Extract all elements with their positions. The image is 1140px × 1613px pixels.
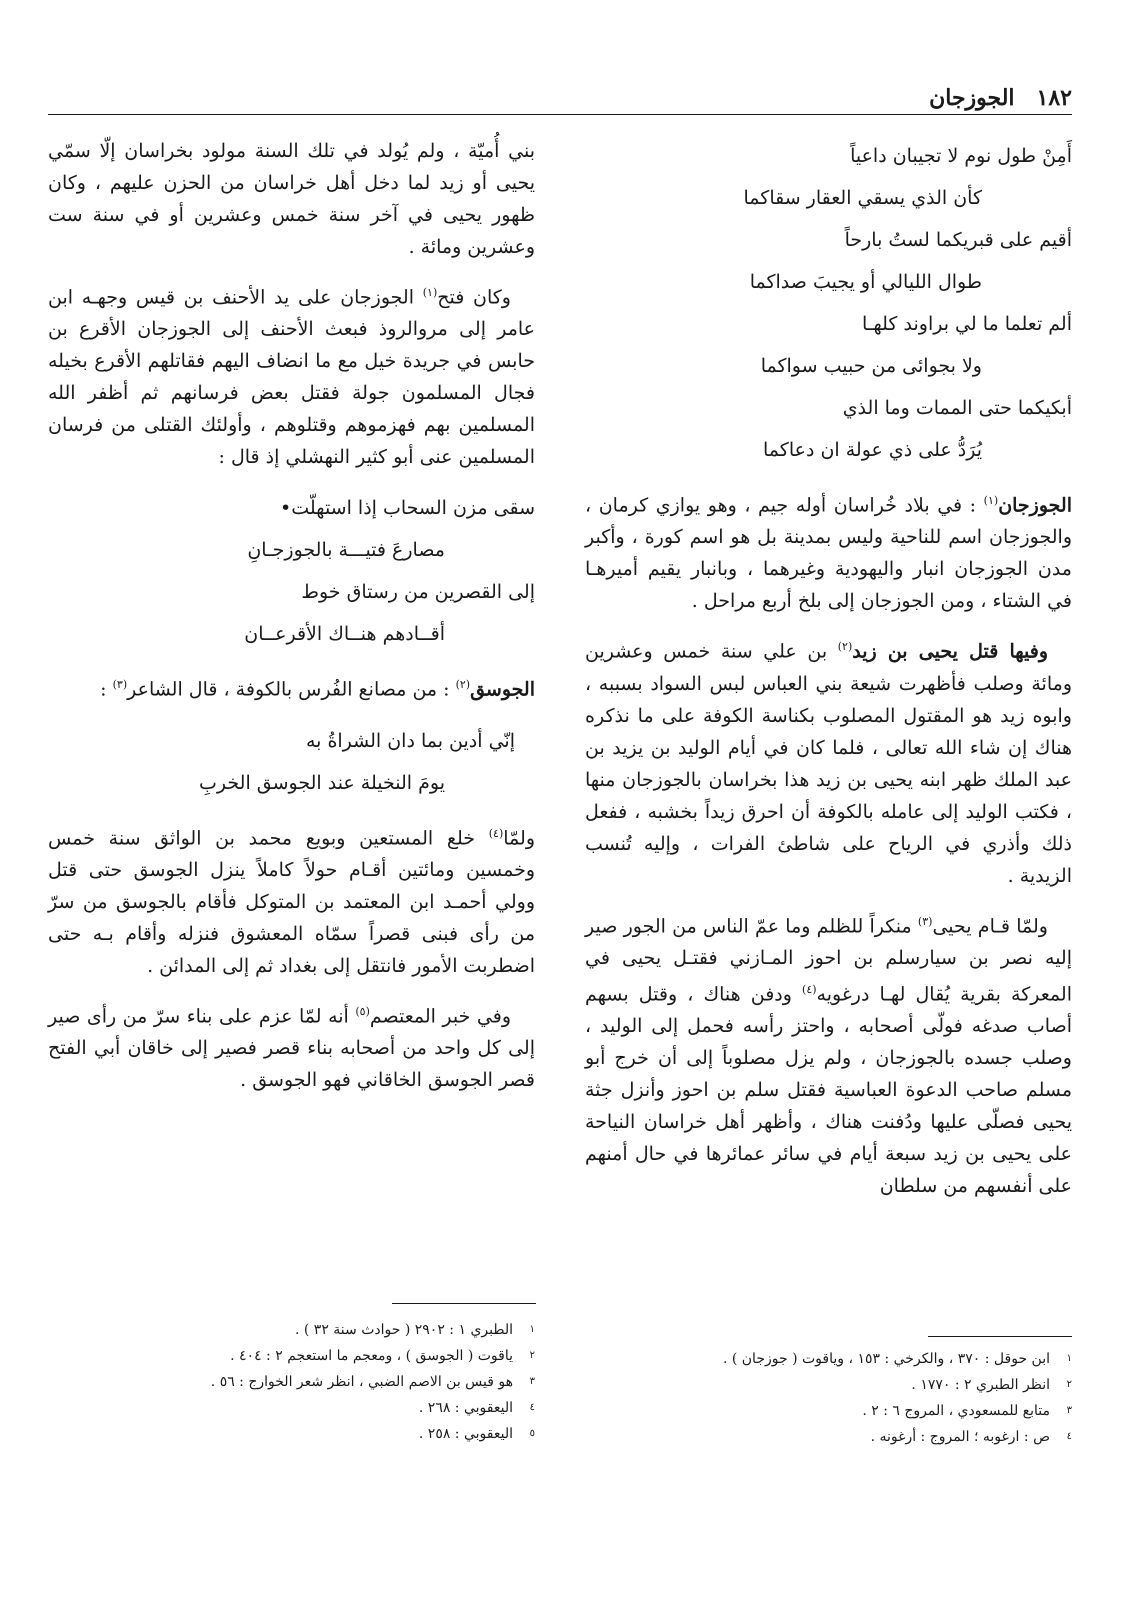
footnote (585, 1424, 1072, 1450)
footnote (585, 1398, 1072, 1424)
paragraph (585, 906, 1072, 1203)
footnote-ref: (٢) (837, 640, 853, 654)
verse-line: مصارعَ فتيـــة بالجوزجـانِ (247, 539, 445, 562)
footnote-text: اليعقوبي : ٢٦٨ . (418, 1400, 513, 1416)
paragraph-text: خلع المستعين وبويع محمد بن الواثق سنة خمس وخمسين ومائتين أقـام حولاً كاملاً ينزل الجوسق حتى قتل وولي أحمـد ابن المعتمد بن المتوكل فأقام بالجوسق من سرّ من رأى فبنى قصراً سمّاه المعشوق فنزله وأقام بـه حتى اضطربت الأمور فانتقل إلى بغداد ثم إلى المدائن . (48, 826, 535, 977)
footnote-ref: (٥) (355, 1004, 370, 1018)
paragraph (48, 277, 535, 473)
footnote (48, 1317, 535, 1343)
paragraph-text: ولمّا (503, 826, 535, 849)
footnote-ref: (١) (983, 494, 999, 507)
paragraph-text: وفي خبر المعتصم (369, 1005, 511, 1028)
footnote-number: ٣ (529, 1376, 535, 1387)
footnote-number: ٣ (1066, 1405, 1072, 1416)
page-number: ١٨٢ (1036, 85, 1072, 111)
paragraph-text: وكان فتح (437, 286, 511, 309)
verse-line: أقيم على قبريكما لستُ بارحاً (844, 229, 1072, 251)
verse-line: كأن الذي يسقي العقار سقاكما (743, 187, 982, 209)
footnote-text: انظر الطبري ٢ : ١٧٧٠ . (911, 1377, 1050, 1393)
footnote-number: ٢ (1066, 1379, 1072, 1390)
paragraph-text: ولمّا قـام يحيى (932, 914, 1048, 937)
verse-line: يُرَدُّ على ذي عولة ان دعاكما (763, 439, 982, 461)
verse-line: أقــادهم هنــاك الأقرعــان (244, 623, 445, 646)
footnote-rule-right (928, 1336, 1072, 1337)
paragraph-text: بن علي سنة خمس وعشرين ومائة وصلب فأظهرت شيعة بني العباس لبس السواد بسببه ، وابوه زيد هو المقتول المصلوب بكناسة الكوفة على ما نذكره هناك إن شاء الله تعالى ، فلما كان في أيام الوليد بن يزيد بن عبد الملك ظهر ابنه يحيى بن زيد هذا بخراسان بالجوزجان منها ، فكتب الوليد إلى عامله بالكوفة أن احرق زيداً بخشبه ، ففعل ذلك وأذري في الرياح على شاطئ الفرات ، وإليه تُنسب الزيدية . (585, 640, 1072, 887)
entry-text: : من مصانع الفُرس بالكوفة ، قال الشاعر (127, 678, 456, 701)
footnote-text: ابن حوقل : ٣٧٠ ، والكرخي : ١٥٣ ، وياقوت ( جوزجان ) . (722, 1351, 1050, 1367)
footnote-text: هو قيس بن الاصم الضبي ، انظر شعر الخوارج : ٥٦ . (210, 1374, 513, 1390)
paragraph-text: أنه لمّا عزم على بناء سرّ من رأى صير إلى كل واحد من أصحابه بناء قصر فصير إلى خاقان أبي الفتح قصر الجوسق الخاقاني فهو الجوسق . (48, 1005, 535, 1092)
footnote-ref: (٣) (112, 678, 128, 692)
footnote (48, 1395, 535, 1421)
entry-keyword: الجوسق (470, 678, 535, 701)
footnote (585, 1372, 1072, 1398)
footnote-text: ياقوت ( الجوسق ) ، ومعجم ما استعجم ٢ : ٤٠٤ . (230, 1348, 513, 1364)
footnote (48, 1343, 535, 1369)
footnote-number: ١ (1066, 1353, 1072, 1364)
page-header (48, 78, 1072, 118)
footnote-ref: (٤) (488, 826, 504, 840)
footnote-text: الطبري ١ : ٢٩٠٢ ( حوادث سنة ٣٢ ) . (294, 1322, 513, 1338)
paragraph: بني أُميّة ، ولم يُولد في تلك السنة مولود بخراسان إلّا سمّي يحيى أو زيد لما دخل أهل خراسان من الحزن عليهم ، وكان ظهور يحيى في آخر سنة خمس وعشرين أو في سنة ست وعشرين ومائة . (48, 140, 535, 258)
footnote (48, 1369, 535, 1395)
footnote-number: ١ (529, 1324, 535, 1335)
poem-2 (48, 487, 535, 655)
verse-line: يومَ النخيلة عند الجوسق الخربِ (199, 771, 445, 794)
verse-line: ألم تعلما ما لي براوند كلهـا (862, 313, 1072, 335)
entry-jowzjan (585, 485, 1072, 617)
verse-line: أبكيكما حتى الممات وما الذي (842, 397, 1072, 419)
entry-text: : في بلاد خُراسان أوله جيم ، وهو يوازي كرمان ، والجوزجان اسم للناحية وليس بمدينة بل هو اسم كورة ، وأكبر مدن الجوزجان انبار واليهودية وغيرهما ، وبانبار يقيم أميرهـا في الشتاء ، ومن الجوزجان إلى بلخ أربع مراحل . (585, 494, 1072, 613)
paragraph-lead: وفيها قتل يحيى بن زيد (852, 640, 1048, 663)
paragraph (585, 631, 1072, 891)
footnote-number: ٤ (1066, 1431, 1072, 1442)
footnote-text: ص : ارغوبه ؛ المروج : أرغونه . (870, 1429, 1050, 1445)
right-column (585, 135, 1072, 1216)
paragraph-text: ودفن هناك ، وقتل بسهم أصاب صدغه فولّى أصحابه ، واحتز رأسه فحمل إلى الوليد ، وصلب جسده بالجوزجان ، ولم يزل مصلوباً إلى أن خرج أبو مسلم صاحب الدعوة العباسية فقتل سلم بن احوز وأنزل جثة يحيى فصلّى عليها ودُفنت هناك ، وأظهر أهل خراسان النياحة على يحيى بن زيد سبعة أيام في سائر عمائرها في حال أمنهم على أنفسهم من سلطان (585, 983, 1072, 1198)
poem-1 (585, 135, 1072, 471)
entry-jawsaq (48, 669, 535, 705)
footnote (48, 1421, 535, 1447)
verse-line: سقى مزن السحاب إذا استهلّت• (280, 497, 535, 520)
verse-line: ولا بجوائى من حبيب سواكما (760, 355, 982, 377)
footnote-text: اليعقوبي : ٢٥٨ . (418, 1426, 513, 1442)
verse-line: إنّي أدين بما دان الشراةُ به (305, 729, 515, 752)
footnote-ref: (٣) (917, 914, 933, 928)
verse-line: طوال الليالي أو يجيبَ صداكما (749, 271, 982, 293)
entry-keyword: الجوزجان (998, 494, 1072, 517)
footnote-ref: (٤) (802, 982, 817, 996)
header-rule (48, 114, 1072, 115)
footnotes-left (48, 1317, 535, 1447)
footnote-ref: (٢) (455, 678, 471, 692)
footnote-number: ٤ (529, 1402, 535, 1413)
running-title: الجوزجان (929, 85, 1015, 111)
paragraph-text: الجوزجان على يد الأحنف بن قيس وجهـه ابن عامر إلى مروالروذ فبعث الأحنف إلى الجوزجان الأقرع بن حابس في جريدة خيل مع ما انضاف اليهم فقاتلهم الأقرع بخيله فجال المسلمون جولة فقتل بعض فرسانهم ثم أظفر الله المسلمين بهم فهزموهم وقتلوهم ، وأولئك القتلى من فرسان المسلمين عنى أبو كثير النهشلي إذ قال : (48, 286, 535, 469)
footnote-number: ٢ (529, 1350, 535, 1361)
paragraph-text: منكراً للظلم وما عمّ الناس من الجور صير إليه نصر بن سيارسلم بن احوز المـازني فقتـل يحيى في المعركة بقرية يُقال لهـا درغويه (585, 914, 1072, 1006)
footnote (585, 1346, 1072, 1372)
left-column (48, 135, 535, 1110)
footnote-rule-left (392, 1303, 536, 1304)
verse-line: أَمِنْ طول نوم لا تجيبان داعياً (850, 145, 1072, 167)
footnote-number: ٥ (529, 1428, 535, 1439)
poem-3 (48, 720, 535, 804)
entry-text: : (100, 678, 113, 701)
paragraph (48, 996, 535, 1096)
verse-line: إلى القصرين من رستاق خوط (301, 581, 535, 604)
footnotes-right (585, 1346, 1072, 1450)
footnote-ref: (١) (422, 286, 438, 299)
paragraph (48, 818, 535, 982)
footnote-text: متابع للمسعودي ، المروج ٦ : ٢ . (862, 1403, 1050, 1419)
